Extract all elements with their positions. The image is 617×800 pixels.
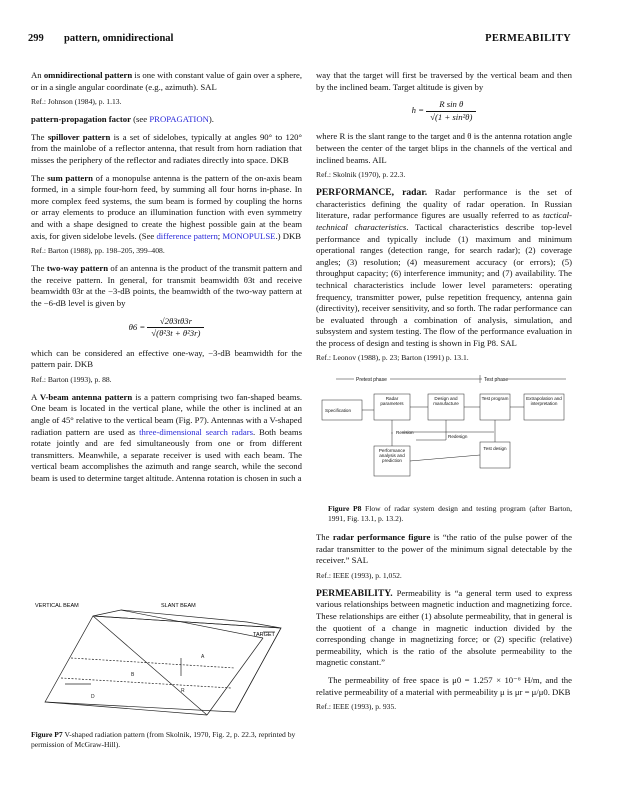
ref-two-way: Ref.: Barton (1993), p. 88.	[31, 374, 112, 384]
figure-p7-label: Figure P7	[31, 730, 63, 739]
equation-altitude	[316, 99, 572, 123]
flow-label-revision: Revision	[396, 430, 414, 436]
entry-sum-pattern: The sum pattern of a monopulse antenna is the pattern of the on-axis beam formed, in a simple four-horn feed, by summing all four horns in-phase. In more complex feed systems, the sum beam is formed by coupling the horns or array elements to produce an illumination function with even symmetry and with a shape designed to create the highest possible gain at the beam axis, for given sidelobe levels. (See difference pattern; MONOPULSE.) DKB	[31, 172, 302, 241]
svg-text:B: B	[131, 672, 135, 678]
entry-permeability: PERMEABILITY. Permeability is “a general term used to express various relationships between magnetic induction and magnetizing force. These relationships are either (1) absolute permeability, that in general is the quotient of a change in magnetic induction divided by the corresponding change in magnetizing force; or (2) specific (relative) permeability, which is the ratio of the absolute permeability to the magnetic constant.”	[316, 587, 572, 668]
label-slant-beam: SLANT BEAM	[161, 603, 196, 609]
term-performance: PERFORMANCE, radar.	[316, 187, 428, 199]
entry-v-beam: A V-beam antenna pattern is a pattern comprising two fan-shaped beams. One beam is located in the vertical plane, while the other is inclined at an angle of 45° relative to the vertical beam (Fig. P7). Antennas with a V-shaped radiation pattern are used as three-dimensional search radars. Both beams rotate jointly and are fed simultaneously from one or from different transmitters. Meanwhile, a separate receiver is used with each beam. The vertical beam accomplishes the azimuth and range search, while the second beam is used to determine target altitude. Antenna rotation is chosen in such a	[31, 391, 303, 484]
term-radar-performance-figure: radar performance figure	[332, 532, 431, 543]
term-permeability: PERMEABILITY.	[316, 587, 393, 599]
term-spillover: spillover pattern	[47, 131, 111, 142]
term-omnidirectional: omnidirectional pattern	[43, 70, 133, 80]
flow-phase-test: Test phase	[484, 377, 509, 384]
figure-p8-label: Figure P8	[328, 504, 362, 514]
two-way-continuation: which can be considered an effective one-way, −3-dB beamwidth for the pattern pair. DKB	[31, 347, 302, 370]
flow-phase-pretest: Pretest phase	[356, 377, 387, 384]
term-two-way: two-way pattern	[46, 263, 109, 274]
svg-text:R: R	[181, 688, 185, 694]
ref-radar-performance-figure: Ref.: IEEE (1993), p. 1,052.	[316, 570, 402, 580]
term-pattern-propagation: pattern-propagation factor	[31, 114, 131, 125]
link-difference-pattern[interactable]: difference pattern	[156, 230, 218, 241]
equation-denominator: √(θ²3t + θ²3r)	[151, 328, 201, 339]
figure-p8-flow-diagram	[316, 374, 572, 494]
ref-sum-pattern: Ref.: Barton (1988), pp. 198–205, 399–408.	[31, 246, 165, 256]
flow-box-test-program: Test program	[481, 396, 509, 402]
equation-denominator: √(1 + sin²θ)	[430, 111, 473, 122]
flow-box-extrapolation: Extrapolation and interpretation	[526, 396, 562, 407]
link-3d-search-radars[interactable]: three-dimensional search radars	[139, 426, 253, 437]
label-target: TARGET	[253, 632, 275, 638]
equation-lhs: θ6 =	[128, 321, 146, 332]
flow-box-specification: Specification	[325, 408, 352, 414]
section-title: pattern, omnidirectional	[64, 33, 174, 44]
permeability-free-space: The permeability of free space is μ0 = 1.257 × 10⁻⁶ H/m, and the relative permeability of a material with permeability μ is μr = μ/μ0. DKB	[316, 675, 572, 697]
flow-box-test-design: Test design	[483, 446, 507, 452]
link-propagation[interactable]: PROPAGATION	[149, 114, 209, 125]
svg-text:A: A	[201, 654, 205, 660]
entry-two-way: The two-way pattern of an antenna is the product of the transmit pattern and the receive pattern. In general, for transmit beamwidth θ3t and receive beamwidth θ3r at the −3-dB points, the beamwidth of the two-way pattern at the −6-dB level is given by	[31, 263, 302, 308]
flow-box-design-manufacture: Design and manufacture	[433, 396, 459, 407]
equation-lhs: h =	[411, 105, 425, 116]
left-column	[31, 70, 302, 491]
term-sum-pattern: sum pattern	[47, 172, 93, 183]
ref-omnidirectional: Ref.: Johnson (1984), p. 1.13.	[31, 97, 122, 107]
right-column	[316, 70, 572, 719]
svg-text:D: D	[91, 694, 95, 700]
label-vertical-beam: VERTICAL BEAM	[35, 603, 79, 609]
ref-performance: Ref.: Leonov (1988), p. 23; Barton (1991) p. 13.1.	[316, 353, 469, 363]
ref-skolnik: Ref.: Skolnik (1970), p. 22.3.	[316, 170, 406, 180]
page-number: 299	[28, 33, 44, 44]
page-header	[28, 33, 571, 47]
equation-numerator: R sin θ	[426, 99, 476, 112]
flow-box-performance-analysis: Performance analysis and prediction	[378, 448, 406, 464]
v-beam-continuation: way that the target will first be traversed by the vertical beam and then by the inclined beam. Target altitude is given by	[316, 70, 572, 92]
figure-p7-caption: Figure P7 V-shaped radiation pattern (from Skolnik, 1970, Fig. 2, p. 22.3, reprinted by permission of McGraw-Hill).	[31, 730, 296, 749]
running-title: PERMEABILITY	[485, 33, 571, 44]
term-v-beam: V-beam antenna pattern	[39, 391, 133, 402]
figure-p8-caption: Figure P8 Flow of radar system design and testing program (after Barton, 1991, Fig. 13.1, p. 13.2).	[328, 504, 572, 524]
equation-two-way	[31, 316, 302, 340]
entry-radar-performance-figure: The radar performance figure is “the ratio of the pulse power of the radar transmitter to the power of the minimum signal detectable by the receiver.” SAL	[316, 532, 572, 566]
entry-performance: PERFORMANCE, radar. Radar performance is the set of characteristics defining the quality of radar operation. In Russian literature, radar performance figures are usually referred to as tactical-technical characteristics. Tactical characteristics describe top-level performance and typically include (1) maximum and minimum operational ranges (detection range, for search radar); (2) coverage angles; (3) resolution; (4) measurement accuracy (or errors); (5) throughput capacity; (6) interference immunity; and (7) availability. The technical characteristics include lower level parameters: operating frequency, transmitter power, pulse repetition frequency, antenna gain (directivity), receiver sensitivity, and so forth. The radar performance can be evaluated through a combination of analysis, simulation, and subsystem and system testing. The flow of the performance evaluation in the process of design and testing is shown in Fig P8. SAL	[316, 187, 572, 348]
entry-omnidirectional: An omnidirectional pattern is one with constant value of gain over a sphere, or in a single angular coordinate (e.g., azimuth). SAL	[31, 70, 302, 92]
entry-pattern-propagation: pattern-propagation factor (see PROPAGATION).	[31, 114, 214, 125]
figure-p7-v-beam-diagram	[31, 598, 302, 716]
flow-label-redesign: Redesign	[448, 434, 468, 440]
link-monopulse[interactable]: MONOPULSE	[222, 230, 276, 241]
flow-box-radar-parameters: Radar parameters	[380, 396, 404, 407]
entry-spillover: The spillover pattern is a set of sidelobes, typically at angles 90° to 120° from the mainlobe of a reflector antenna, that result from horn radiation that misses the periphery of the reflector and radiates directly into space. DKB	[31, 131, 303, 165]
altitude-explanation: where R is the slant range to the target and θ is the antenna rotation angle between the center of the target blips in the channels of the vertical and inclined beams. AIL	[316, 131, 572, 165]
equation-numerator: √2θ3tθ3r	[147, 316, 204, 329]
ref-permeability: Ref.: IEEE (1993), p. 935.	[316, 702, 397, 712]
